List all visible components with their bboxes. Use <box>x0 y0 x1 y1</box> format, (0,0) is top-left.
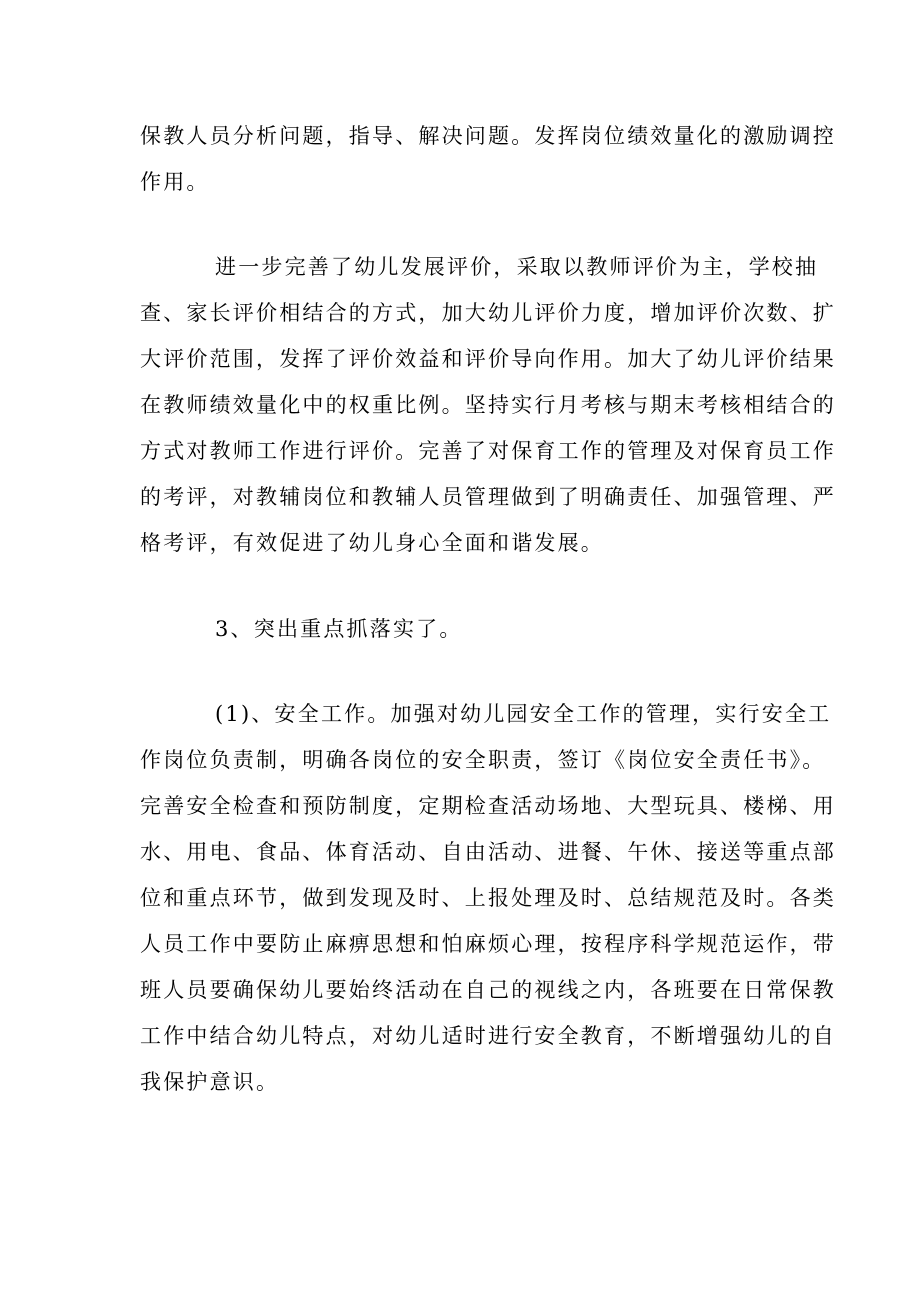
text-line: 格考评，有效促进了幼儿身心全面和谐发展。 <box>140 531 604 555</box>
text-line: (1)、安全工作。加强对幼儿园安全工作的管理，实行安全工 <box>215 702 832 726</box>
text-line: 完善安全检查和预防制度，定期检查活动场地、大型玩具、楼梯、用 <box>140 794 836 818</box>
text-line: 保教人员分析问题，指导、解决问题。发挥岗位绩效量化的激励调控 <box>140 124 836 148</box>
text-line: 班人员要确保幼儿要始终活动在自己的视线之内，各班要在日常保教 <box>140 978 836 1002</box>
text-line: 我保护意识。 <box>140 1070 280 1094</box>
text-line: 大评价范围，发挥了评价效益和评价导向作用。加大了幼儿评价结果 <box>140 347 836 371</box>
text-line: 位和重点环节，做到发现及时、上报处理及时、总结规范及时。各类 <box>140 886 836 910</box>
section-heading: 3、突出重点抓落实了。 <box>215 617 463 641</box>
text-line: 的考评，对教辅岗位和教辅人员管理做到了明确责任、加强管理、严 <box>140 485 836 509</box>
text-line: 查、家长评价相结合的方式，加大幼儿评价力度，增加评价次数、扩 <box>140 301 836 325</box>
text-line: 水、用电、食品、体育活动、自由活动、进餐、午休、接送等重点部 <box>140 840 836 864</box>
text-line: 工作中结合幼儿特点，对幼儿适时进行安全教育，不断增强幼儿的自 <box>140 1024 836 1048</box>
text-line: 进一步完善了幼儿发展评价，采取以教师评价为主，学校抽 <box>215 255 819 279</box>
text-line: 在教师绩效量化中的权重比例。坚持实行月考核与期末考核相结合的 <box>140 393 836 417</box>
text-line: 作岗位负责制，明确各岗位的安全职责，签订《岗位安全责任书》。 <box>140 748 826 772</box>
text-line: 作用。 <box>140 170 210 194</box>
text-line: 方式对教师工作进行评价。完善了对保育工作的管理及对保育员工作 <box>140 439 836 463</box>
text-line: 人员工作中要防止麻痹思想和怕麻烦心理，按程序科学规范运作，带 <box>140 932 836 956</box>
